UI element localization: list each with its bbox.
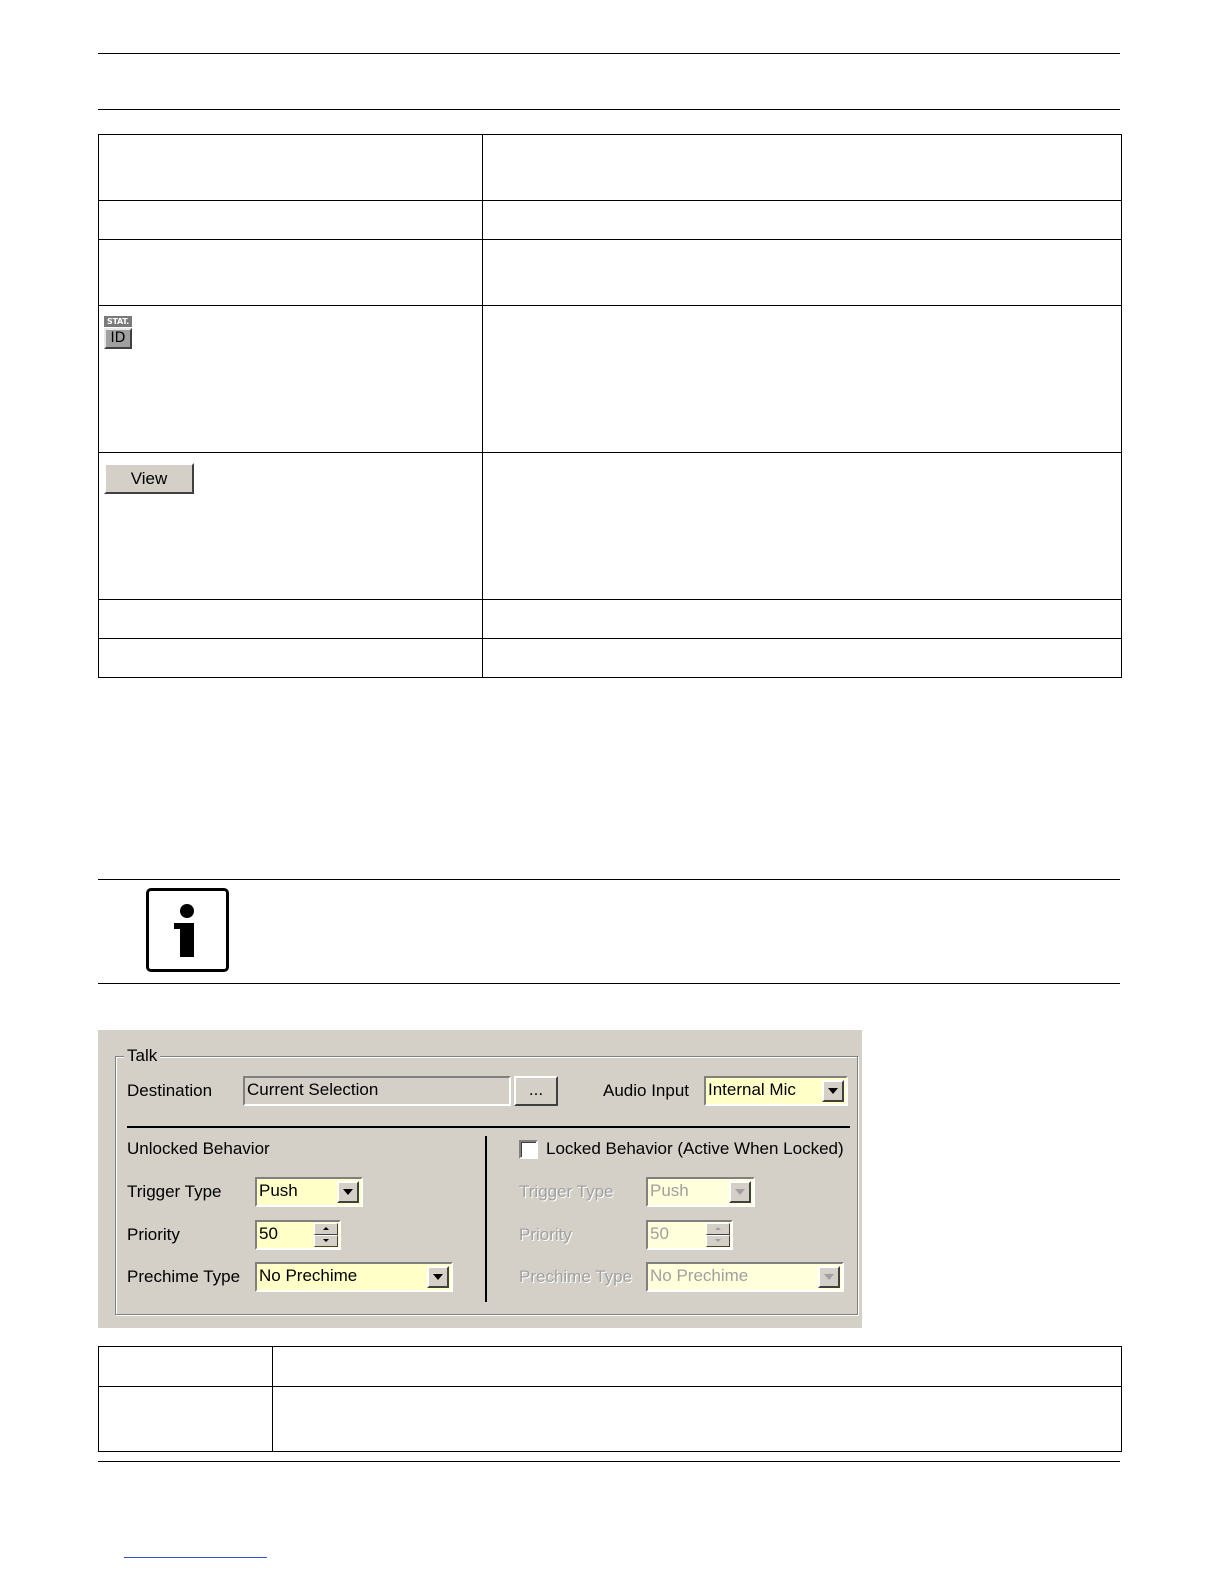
chevron-down-icon bbox=[818, 1266, 840, 1288]
property-table bbox=[98, 134, 1122, 678]
table-cell bbox=[99, 1387, 273, 1452]
note-rule-top bbox=[98, 879, 1120, 880]
info-icon bbox=[146, 888, 229, 972]
table-row bbox=[99, 1387, 1122, 1452]
spinner-arrows-icon bbox=[706, 1223, 730, 1247]
spin-down-icon[interactable] bbox=[314, 1235, 338, 1247]
table-row bbox=[99, 306, 1122, 453]
locked-behavior-checkbox[interactable] bbox=[519, 1140, 538, 1159]
table-cell bbox=[99, 639, 483, 678]
prechime-type-select[interactable] bbox=[255, 1262, 453, 1292]
destination-field[interactable]: Current Selection bbox=[243, 1076, 511, 1106]
stat-id-icon bbox=[104, 316, 132, 349]
trigger-type-select[interactable] bbox=[255, 1177, 363, 1207]
table-cell bbox=[99, 1347, 273, 1387]
note-rule-bottom bbox=[98, 983, 1120, 984]
header-rule-top bbox=[98, 53, 1120, 54]
chevron-down-icon bbox=[729, 1181, 751, 1203]
table-cell bbox=[99, 453, 483, 600]
chevron-down-icon[interactable] bbox=[427, 1266, 449, 1288]
spin-down-icon bbox=[706, 1235, 730, 1247]
browse-destination-button[interactable]: ... bbox=[514, 1076, 558, 1106]
table-cell bbox=[99, 306, 483, 453]
table-row bbox=[99, 453, 1122, 600]
trigger-type-label: Trigger Type bbox=[127, 1182, 222, 1201]
view-button[interactable]: View bbox=[104, 463, 194, 494]
table-cell bbox=[483, 453, 1122, 600]
spinner-arrows-icon[interactable] bbox=[314, 1223, 338, 1247]
table-cell bbox=[273, 1387, 1122, 1452]
locked-trigger-type-value: Push bbox=[650, 1181, 689, 1200]
locked-prechime-type-value: No Prechime bbox=[650, 1266, 749, 1285]
table-row bbox=[99, 201, 1122, 240]
group-title: Talk bbox=[124, 1046, 160, 1066]
audio-input-label: Audio Input bbox=[603, 1081, 690, 1100]
table-cell bbox=[99, 600, 483, 639]
chevron-down-icon[interactable] bbox=[822, 1080, 844, 1102]
divider-horizontal bbox=[127, 1126, 850, 1128]
table-cell bbox=[483, 135, 1122, 201]
table-cell bbox=[99, 201, 483, 240]
table-row bbox=[99, 639, 1122, 678]
locked-priority-value: 50 bbox=[650, 1224, 669, 1243]
chevron-down-icon[interactable] bbox=[337, 1181, 359, 1203]
table-cell bbox=[99, 240, 483, 306]
table-cell bbox=[273, 1347, 1122, 1387]
audio-input-select[interactable] bbox=[704, 1076, 848, 1106]
spin-up-icon[interactable] bbox=[314, 1223, 338, 1235]
talk-settings-panel bbox=[98, 1030, 862, 1328]
table-row bbox=[99, 1347, 1122, 1387]
table-cell bbox=[483, 201, 1122, 240]
table-row bbox=[99, 135, 1122, 201]
table-cell bbox=[483, 639, 1122, 678]
stat-icon-label: STAT. bbox=[104, 316, 132, 327]
locked-prechime-type-select bbox=[646, 1262, 844, 1292]
locked-prechime-type-label: Prechime Type bbox=[519, 1267, 633, 1286]
table-cell bbox=[483, 240, 1122, 306]
locked-trigger-type-label: Trigger Type bbox=[519, 1182, 614, 1201]
prechime-type-label: Prechime Type bbox=[127, 1267, 241, 1286]
priority-label: Priority bbox=[127, 1225, 180, 1244]
priority-spinner[interactable] bbox=[255, 1220, 341, 1250]
locked-priority-spinner bbox=[646, 1220, 733, 1250]
table-row bbox=[99, 600, 1122, 639]
table-row bbox=[99, 240, 1122, 306]
prechime-type-value: No Prechime bbox=[259, 1266, 358, 1285]
settings-table bbox=[98, 1346, 1122, 1452]
stat-icon-id-text: ID bbox=[104, 328, 132, 349]
unlocked-behavior-heading: Unlocked Behavior bbox=[127, 1139, 270, 1158]
locked-trigger-type-select bbox=[646, 1177, 755, 1207]
priority-value: 50 bbox=[259, 1224, 278, 1243]
table-cell bbox=[483, 306, 1122, 453]
table-cell bbox=[99, 135, 483, 201]
audio-input-value: Internal Mic bbox=[708, 1080, 796, 1099]
spin-up-icon bbox=[706, 1223, 730, 1235]
locked-priority-label: Priority bbox=[519, 1225, 572, 1244]
locked-behavior-label[interactable]: Locked Behavior (Active When Locked) bbox=[546, 1139, 844, 1158]
table-cell bbox=[483, 600, 1122, 639]
footer-link-underline[interactable] bbox=[124, 1557, 267, 1558]
trigger-type-value: Push bbox=[259, 1181, 298, 1200]
divider-vertical bbox=[485, 1136, 487, 1302]
footer-rule bbox=[98, 1461, 1120, 1462]
header-rule-bottom bbox=[98, 109, 1120, 110]
destination-label: Destination bbox=[127, 1081, 213, 1100]
